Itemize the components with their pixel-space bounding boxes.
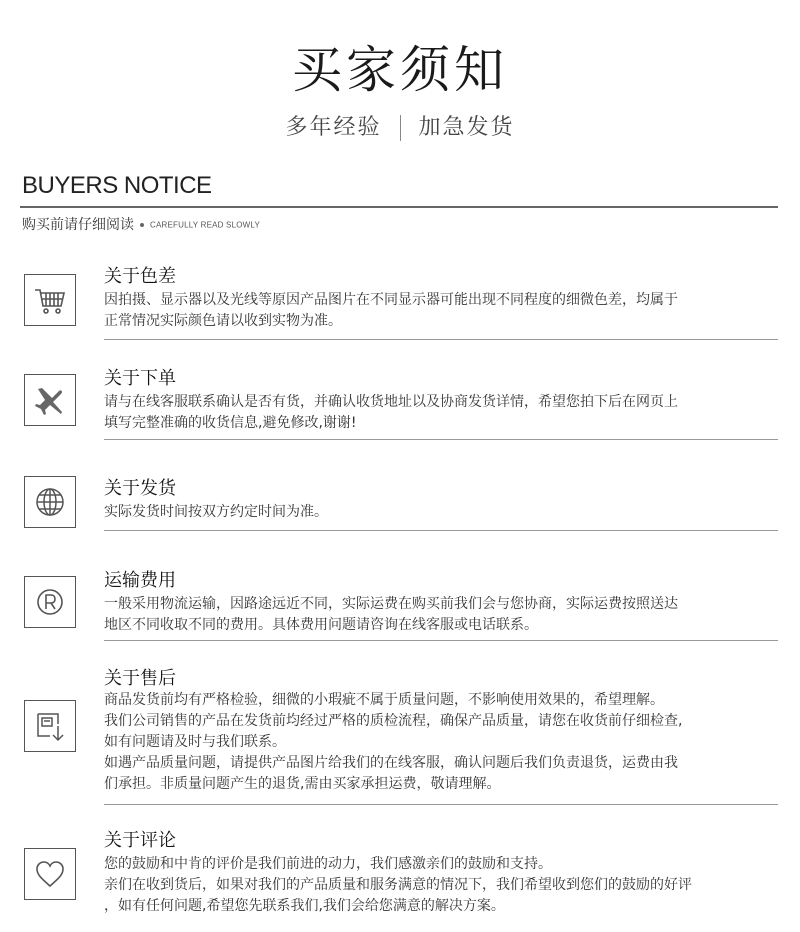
body-line: 一般采用物流运输，因路途远近不同，实际运费在购买前我们会与您协商，实际运费按照送达 [104,596,678,612]
body-line: ，如有任何问题,希望您先联系我们,我们会给您满意的解决方案。 [104,898,505,914]
section-heading: 关于发货 [104,478,176,499]
section-body [104,392,772,434]
body-line: 请与在线客服联系确认是否有货，并确认收货地址以及协商发货详情，希望您拍下后在网页上 [104,394,678,410]
body-line: 如遇产品质量问题，请提供产品图片给我们的在线客服，确认问题后我们负责退货，运费由我 [104,755,678,771]
subtitle-right: 加急发货 [418,115,515,140]
page-subtitle [0,110,800,141]
section-heading: 关于售后 [104,668,176,689]
bullet-dot [140,223,144,227]
body-line: 正常情况实际颜色请以收到实物为准。 [104,313,342,329]
section-divider [104,640,778,641]
airplane-icon [24,374,76,426]
body-line: 地区不同收取不同的费用。具体费用问题请咨询在线客服或电话联系。 [104,617,538,633]
subtitle-left: 多年经验 [285,115,382,140]
read-label: 购买前请仔细阅读 [22,217,134,233]
section-body [104,594,772,636]
read-label-en: CAREFULLY READ SLOWLY [150,220,261,230]
section-divider [104,804,778,805]
shopping-cart-icon [24,274,76,326]
body-line: 亲们在收到货后，如果对我们的产品质量和服务满意的情况下，我们希望收到您们的鼓励的好评 [104,877,692,893]
body-line: 您的鼓励和中肯的评价是我们前进的动力，我们感激亲们的鼓励和支持。 [104,856,552,872]
page-title: 买家须知 [292,41,508,99]
body-line: 填写完整准确的收货信息,避免修改,谢谢! [104,415,357,431]
globe-icon [24,476,76,528]
section-heading: 关于色差 [104,266,176,287]
section-body [104,690,772,795]
body-line: 实际发货时间按双方约定时间为准。 [104,504,328,520]
body-line: 我们公司销售的产品在发货前均经过严格的质检流程，确保产品质量，请您在收货前仔细检查, [104,713,683,729]
registered-icon [24,576,76,628]
section-divider [104,439,778,440]
section-heading: 关于下单 [104,368,176,389]
body-line: 们承担。非质量问题产生的退货,需由买家承担运费，敬请理解。 [104,776,501,792]
section-body [104,502,772,523]
body-line: 因拍摄、显示器以及光线等原因产品图片在不同显示器可能出现不同程度的细微色差，均属于 [104,292,678,308]
section-body [104,290,772,332]
english-heading: BUYERS NOTICE [22,172,212,199]
section-heading: 关于评论 [104,830,176,851]
section-body [104,854,772,917]
body-line: 如有问题请及时与我们联系。 [104,734,286,750]
section-divider [104,530,778,531]
subtitle-separator [400,115,401,141]
read-notice [22,214,260,234]
heart-icon [24,848,76,900]
return-box-icon [24,700,76,752]
section-divider [104,339,778,340]
body-line: 商品发货前均有严格检验，细微的小瑕疵不属于质量问题，不影响使用效果的，希望理解。 [104,692,664,708]
heading-rule [20,206,778,208]
section-heading: 运输费用 [104,570,176,591]
